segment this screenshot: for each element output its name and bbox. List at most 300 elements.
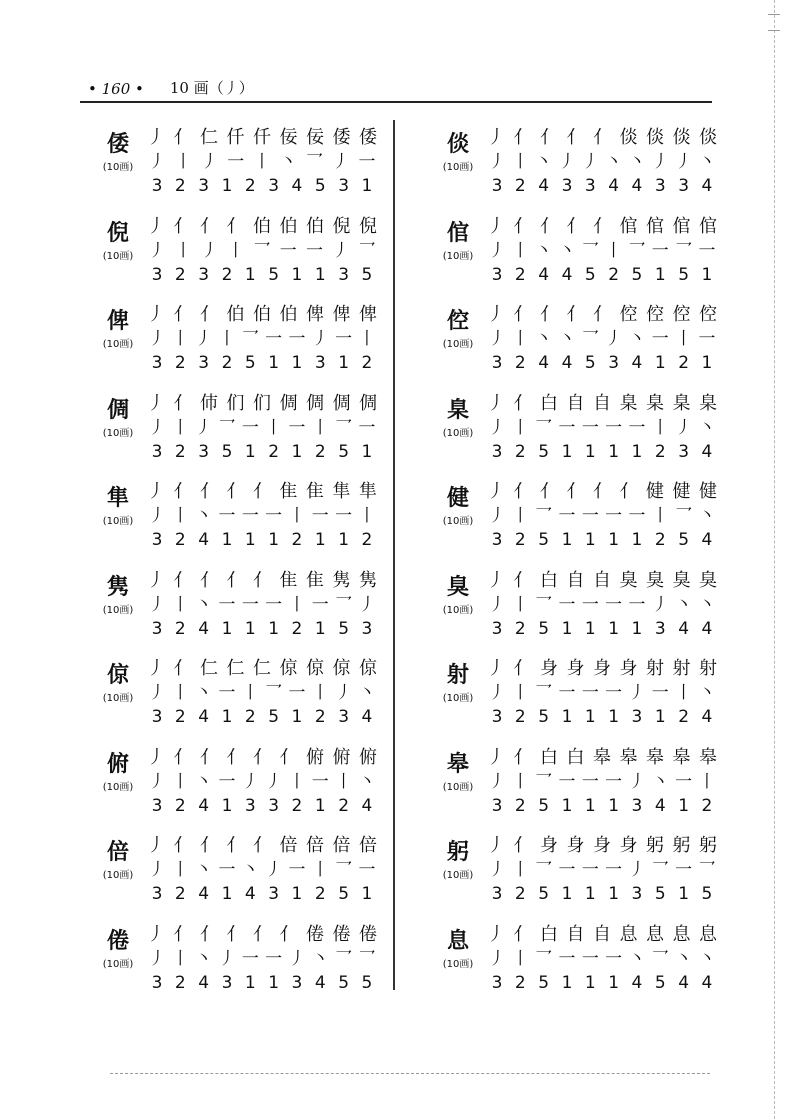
stroke-code: 1 [361,176,373,196]
bottom-rule [110,1073,710,1075]
stroke-shape: 乛 [358,240,376,261]
stroke-shape: 丶 [675,594,693,615]
stroke-shape: 一 [698,240,716,261]
stroke-shape: 丿 [358,594,376,615]
stroke-codes [147,265,377,285]
sequence-frame: 亻 [540,481,558,502]
char-entry [95,474,385,556]
stroke-code: 4 [198,530,210,550]
stroke-shape: 丶 [558,329,576,349]
sequence-frame: 臬 [619,392,638,414]
sequence-frame: 亻 [540,127,558,148]
entry-character: 皋 [446,750,469,777]
stroke-count: (10画) [442,250,474,262]
sequence-frame: 息 [672,923,691,945]
entry-character: 隽 [106,573,129,600]
sequence-frame: 亻 [593,127,611,148]
char-entry [95,917,385,999]
stroke-code: 2 [174,530,186,550]
stroke-shape: 丨 [651,506,669,526]
stroke-code: 4 [291,176,303,196]
stroke-code: 3 [151,884,163,904]
stroke-shape: 丨 [511,240,529,261]
stroke-code: 2 [174,353,186,373]
stroke-shape: 丿 [148,948,166,969]
stroke-codes [487,619,717,639]
stroke-shape: 一 [227,152,245,172]
stroke-code: 1 [608,884,620,904]
stroke-shape: 丨 [511,683,529,703]
stroke-code: 4 [701,972,713,993]
stroke-shape: 乛 [535,506,553,526]
stroke-shape: 乛 [581,329,599,349]
sequence-frame: 丿 [487,569,505,591]
sequence-frame: 倦 [306,923,324,945]
stroke-code: 4 [701,618,713,639]
stroke-shape: 丨 [511,948,529,969]
stroke-shape: 丨 [335,771,353,792]
stroke-shape: 丶 [651,771,669,792]
stroke-code: 1 [584,441,596,462]
stroke-code: 2 [291,795,303,816]
sequence-frame: 身 [540,835,558,856]
stroke-code: 3 [338,707,350,727]
stroke-shapes [147,504,377,528]
stroke-shapes [147,327,377,351]
stroke-code: 2 [174,176,186,196]
sequence-frame: 亻 [566,481,585,502]
char-entry [95,651,385,733]
section-title: 10 画（丿） [169,79,254,97]
stroke-code: 1 [631,530,643,550]
stroke-sequence [147,297,377,327]
stroke-shapes [147,681,377,705]
stroke-shape: 丨 [675,329,693,349]
stroke-shape: 丿 [218,948,236,969]
stroke-code: 4 [631,176,643,196]
stroke-code: 1 [221,176,233,196]
sequence-frame: 皋 [699,746,717,768]
entry-character: 射 [446,662,469,688]
stroke-shape: 丿 [148,240,166,261]
stroke-code: 5 [338,884,350,904]
stroke-shape: 丿 [605,329,623,349]
stroke-shape: 丿 [265,771,283,792]
sequence-frame: 倓 [699,127,717,148]
sequence-frame: 亻 [200,481,218,502]
stroke-code: 4 [538,264,550,285]
stroke-shape: 丶 [195,860,213,880]
stroke-count: (10画) [102,516,134,527]
sequence-frame: 倥 [646,304,664,325]
stroke-code: 2 [268,441,280,462]
stroke-shape: 丨 [171,594,189,615]
sequence-frame: 亻 [173,569,192,591]
stroke-code: 1 [561,795,573,816]
stroke-code: 2 [314,884,326,904]
sequence-frame: 倜 [279,392,298,414]
stroke-code: 2 [244,707,256,727]
stroke-shape: 乛 [306,152,323,172]
stroke-shape: 一 [558,417,576,438]
stroke-shape: 丿 [488,771,506,792]
stroke-code: 1 [678,795,690,816]
sequence-frame: 倓 [646,127,664,148]
char-entry [435,740,725,822]
stroke-shape: 丨 [651,417,669,438]
stroke-shape: 乛 [335,948,353,969]
sequence-frame: 倪 [332,215,351,237]
sequence-frame: 俾 [306,304,324,325]
stroke-count: (10画) [442,781,474,793]
stroke-code: 3 [198,176,210,196]
stroke-shape: 丨 [511,417,529,438]
stroke-code: 3 [198,441,210,462]
stroke-shape: 丶 [558,240,576,261]
stroke-code: 3 [491,618,503,639]
sequence-frame: 丿 [147,923,165,945]
sequence-frame: 丿 [487,835,505,856]
sequence-frame: 倞 [306,658,324,679]
sequence-frame: 臭 [672,569,691,591]
stroke-shape: 一 [605,771,623,792]
stroke-code: 5 [338,441,350,462]
stroke-code: 1 [608,441,620,462]
stroke-shape: 一 [698,329,716,349]
stroke-shape: 乛 [698,860,716,880]
sequence-frame: 丿 [147,746,165,768]
stroke-codes [147,530,377,550]
stroke-code: 5 [314,176,326,196]
stroke-code: 5 [244,353,256,373]
stroke-code: 3 [631,707,643,727]
sequence-frame: 伯 [253,304,271,325]
stroke-shape: 一 [581,683,599,703]
entry-character: 俯 [106,750,129,777]
stroke-code: 4 [198,972,210,993]
sequence-frame: 亻 [226,746,245,768]
stroke-shape: 一 [605,860,623,880]
stroke-shape: 乛 [535,771,553,792]
stroke-shape: 一 [306,240,323,261]
stroke-code: 2 [514,353,526,373]
sequence-frame: 仁 [200,658,218,679]
sequence-frame: 亻 [173,481,192,502]
stroke-code: 2 [514,264,526,285]
stroke-shape: 丶 [358,683,376,703]
sequence-frame: 倥 [672,304,691,325]
stroke-shape: 丿 [335,683,353,703]
stroke-code: 3 [151,264,163,285]
stroke-shape: 丨 [311,683,329,703]
stroke-shapes [487,947,717,971]
stroke-shape: 一 [358,152,376,172]
stroke-code: 1 [561,707,573,727]
stroke-shape: 丿 [201,240,218,261]
char-entry [435,563,725,645]
stroke-code: 2 [174,618,186,639]
sequence-frame: 隽 [332,569,351,591]
sequence-frame: 皋 [672,746,691,768]
sequence-frame: 仁 [226,658,245,679]
stroke-code: 1 [268,353,280,373]
sequence-frame: 伂 [200,392,218,414]
sequence-frame: 丿 [487,215,505,237]
stroke-shape: 丨 [171,860,189,880]
sequence-frame: 伯 [306,215,324,237]
stroke-code: 5 [361,264,373,285]
stroke-code: 2 [514,707,526,727]
stroke-shape: 一 [605,594,623,615]
char-entry [95,209,385,291]
sequence-frame: 丿 [147,835,165,856]
sequence-frame: 亻 [173,658,192,679]
stroke-shape: 丿 [148,329,166,349]
stroke-shape: 丨 [174,240,192,261]
sequence-frame: 亻 [173,392,192,414]
sequence-frame: 丿 [487,658,505,679]
stroke-code: 3 [244,795,256,816]
stroke-count: (10画) [442,516,474,527]
stroke-shape: 丨 [171,506,189,526]
sequence-frame: 倭 [332,127,351,148]
stroke-codes [487,265,717,285]
stroke-shape: 丿 [148,152,166,172]
stroke-code: 1 [584,530,596,550]
stroke-code: 5 [584,264,596,285]
stroke-shape: 一 [218,506,236,526]
stroke-code: 1 [608,618,620,639]
stroke-shape: 丿 [488,683,506,703]
stroke-shape: 丨 [511,152,529,172]
stroke-code: 2 [514,530,526,550]
entry-character: 臭 [446,573,469,600]
stroke-codes [147,353,377,373]
stroke-code: 1 [314,264,326,285]
stroke-shape: 一 [558,506,576,526]
stroke-shapes [487,327,717,351]
stroke-codes [487,353,717,373]
stroke-count: (10画) [102,427,134,439]
stroke-shape: 乛 [535,683,553,703]
stroke-count: (10画) [442,604,474,616]
stroke-shape: 乛 [241,329,259,349]
stroke-shape: 一 [651,240,669,261]
stroke-shape: 乛 [651,948,669,969]
stroke-code: 5 [678,530,690,550]
stroke-code: 4 [678,618,690,639]
stroke-code: 1 [701,264,713,285]
stroke-shapes [487,150,717,174]
sequence-frame: 佞 [279,127,298,148]
stroke-codes [147,619,377,639]
stroke-shape: 丿 [675,417,693,438]
stroke-shape: 丿 [628,860,646,880]
stroke-shape: 丨 [171,417,189,438]
stroke-code: 3 [561,176,573,196]
stroke-shape: 丶 [195,594,213,615]
sequence-frame: 射 [672,658,691,679]
stroke-shape: 一 [218,771,236,792]
stroke-shape: 乛 [535,860,553,880]
stroke-sequence [147,209,377,239]
stroke-shape: 丿 [195,417,213,438]
sequence-frame: 伯 [279,304,298,325]
stroke-code: 1 [608,530,620,550]
stroke-code: 4 [538,353,550,373]
stroke-code: 1 [244,618,256,639]
stroke-code: 2 [174,884,186,904]
sequence-frame: 自 [566,923,585,945]
stroke-sequence [487,740,717,770]
sequence-frame: 亻 [200,304,218,325]
stroke-codes [487,530,717,550]
stroke-code: 1 [608,972,620,993]
sequence-frame: 皋 [593,746,611,768]
stroke-code: 1 [291,264,303,285]
stroke-shape: 一 [311,594,329,615]
stroke-count: (10画) [102,693,134,704]
char-entry [435,474,725,556]
stroke-code: 5 [268,264,280,285]
stroke-shape: 一 [581,417,599,438]
stroke-code: 3 [151,176,163,196]
char-entry [435,120,725,202]
stroke-codes [487,884,717,904]
stroke-shape: 丿 [488,948,506,969]
char-entry [95,386,385,468]
stroke-shape: 丿 [195,329,213,349]
sequence-frame: 亻 [540,215,558,237]
sequence-frame: 丿 [147,215,165,237]
stroke-shape: 丨 [171,683,189,703]
stroke-shape: 丿 [148,594,166,615]
sequence-frame: 丿 [147,569,165,591]
sequence-frame: 亻 [200,569,218,591]
entry-character: 倓 [446,131,469,157]
stroke-shape: 丶 [698,417,716,438]
char-entry [435,828,725,910]
stroke-shape: 丿 [628,683,646,703]
stroke-code: 5 [338,618,350,639]
stroke-code: 4 [198,618,210,639]
stroke-count: (10画) [102,781,134,793]
sequence-frame: 亻 [173,746,192,768]
stroke-shape: 丶 [358,771,376,792]
stroke-code: 1 [221,884,233,904]
stroke-code: 2 [678,707,690,727]
stroke-code: 3 [268,795,280,816]
sequence-frame: 亻 [566,215,585,237]
stroke-code: 1 [291,353,303,373]
sequence-frame: 倪 [359,215,377,237]
stroke-code: 4 [561,264,573,285]
sequence-frame: 亻 [593,215,611,237]
stroke-code: 1 [291,707,303,727]
stroke-code: 3 [491,530,503,550]
sequence-frame: 亻 [513,215,532,237]
margin-tick [768,14,780,15]
stroke-code: 5 [701,884,713,904]
stroke-count: (10画) [102,162,134,173]
sequence-frame: 身 [619,658,638,679]
sequence-frame: 隹 [306,481,324,502]
stroke-code: 5 [361,972,373,993]
sequence-frame: 俯 [359,746,377,768]
stroke-shape: 一 [288,860,306,880]
stroke-shape: 一 [265,329,283,349]
sequence-frame: 倓 [672,127,691,148]
sequence-frame: 亻 [226,215,245,237]
stroke-code: 5 [538,884,550,904]
stroke-sequence [147,120,377,150]
stroke-shape: 丨 [675,683,693,703]
stroke-sequence [487,917,717,947]
sequence-frame: 隽 [359,569,377,591]
stroke-shape: 丶 [605,152,623,172]
stroke-code: 3 [654,176,666,196]
sequence-frame: 倌 [699,215,717,237]
sequence-frame: 臭 [646,569,664,591]
stroke-code: 3 [198,353,210,373]
stroke-shape: 一 [581,860,599,880]
stroke-shape: 丿 [628,771,646,792]
stroke-sequence [147,828,377,858]
stroke-shape: 丶 [535,240,553,261]
stroke-shape: 丶 [628,152,646,172]
stroke-shape: 乛 [335,860,353,880]
stroke-code: 1 [654,707,666,727]
stroke-codes [147,973,377,993]
stroke-code: 1 [584,707,596,727]
entry-character: 息 [446,927,469,954]
sequence-frame: 白 [540,746,558,768]
stroke-sequence [487,651,717,681]
stroke-shape: 乛 [675,506,693,526]
stroke-code: 2 [174,795,186,816]
stroke-shape: 一 [675,771,693,792]
sequence-frame: 亻 [513,392,532,414]
sequence-frame: 仟 [253,127,271,148]
stroke-shapes [147,150,377,174]
stroke-code: 5 [538,972,550,993]
sequence-frame: 倍 [279,835,298,856]
stroke-sequence [147,563,377,593]
stroke-code: 5 [221,441,233,462]
stroke-code: 4 [198,884,210,904]
sequence-frame: 亻 [593,481,611,502]
sequence-frame: 亻 [593,304,611,325]
sequence-frame: 亻 [226,835,245,856]
margin-tick [768,30,780,31]
stroke-code: 1 [338,353,350,373]
entry-character: 倪 [106,219,129,246]
stroke-shape: 丶 [195,771,213,792]
sequence-frame: 身 [593,835,611,856]
stroke-code: 2 [361,530,373,550]
sequence-frame: 健 [699,481,717,502]
stroke-code: 4 [654,795,666,816]
stroke-code: 1 [561,530,573,550]
stroke-code: 4 [561,353,573,373]
sequence-frame: 伯 [253,215,271,237]
stroke-count: (10画) [442,427,474,439]
stroke-shape: 一 [581,771,599,792]
stroke-code: 5 [584,353,596,373]
char-entry [95,740,385,822]
stroke-code: 4 [701,441,713,462]
stroke-code: 5 [538,707,550,727]
